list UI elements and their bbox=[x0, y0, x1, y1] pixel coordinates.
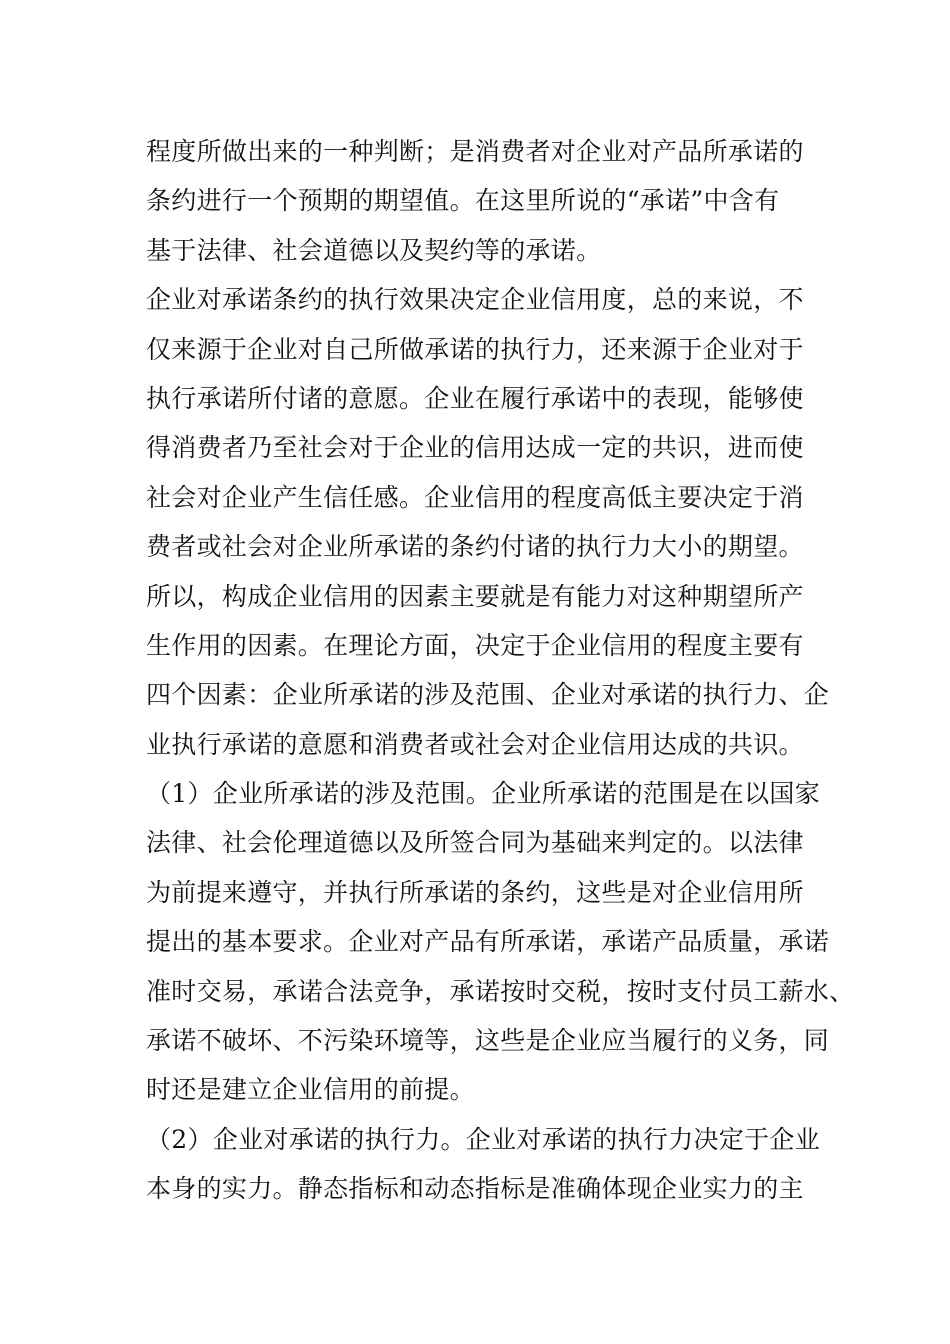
text-line: 条约进行一个预期的期望值。在这里所说的“承诺”中含有 bbox=[146, 186, 780, 216]
text-line: 程度所做出来的一种判断；是消费者对企业对产品所承诺的 bbox=[146, 137, 804, 166]
text-line: 得消费者乃至社会对于企业的信用达成一定的共识，进而使 bbox=[146, 433, 804, 463]
body-text bbox=[146, 127, 855, 1214]
text-line: 执行承诺所付诸的意愿。企业在履行承诺中的表现，能够使 bbox=[146, 383, 804, 413]
text-line: 企业对承诺条约的执行效果决定企业信用度，总的来说，不 bbox=[146, 285, 804, 315]
text-line: 业执行承诺的意愿和消费者或社会对企业信用达成的共识。 bbox=[146, 729, 804, 759]
text-line: （2）企业对承诺的执行力。企业对承诺的执行力决定于企业 bbox=[146, 1124, 821, 1154]
text-line: 社会对企业产生信任感。企业信用的程度高低主要决定于消 bbox=[146, 482, 804, 512]
text-line: 基于法律、社会道德以及契约等的承诺。 bbox=[146, 235, 602, 265]
text-line: 准时交易，承诺合法竞争，承诺按时交税，按时支付员工薪水、 bbox=[146, 976, 855, 1006]
text-line: 为前提来遵守，并执行所承诺的条约，这些是对企业信用所 bbox=[146, 877, 804, 907]
text-line: （1）企业所承诺的涉及范围。企业所承诺的范围是在以国家 bbox=[146, 779, 821, 809]
text-line: 生作用的因素。在理论方面，决定于企业信用的程度主要有 bbox=[146, 630, 804, 660]
text-line: 所以，构成企业信用的因素主要就是有能力对这种期望所产 bbox=[146, 581, 804, 611]
text-line: 四个因素：企业所承诺的涉及范围、企业对承诺的执行力、企 bbox=[146, 680, 830, 710]
text-line: 时还是建立企业信用的前提。 bbox=[146, 1075, 475, 1105]
text-line: 法律、社会伦理道德以及所签合同为基础来判定的。以法律 bbox=[146, 828, 804, 858]
text-line: 本身的实力。静态指标和动态指标是准确体现企业实力的主 bbox=[146, 1174, 804, 1204]
text-line: 费者或社会对企业所承诺的条约付诸的执行力大小的期望。 bbox=[146, 532, 804, 562]
text-line: 提出的基本要求。企业对产品有所承诺，承诺产品质量，承诺 bbox=[146, 927, 830, 957]
text-line: 仅来源于企业对自己所做承诺的执行力，还来源于企业对于 bbox=[146, 334, 804, 364]
text-line: 承诺不破坏、不污染环境等，这些是企业应当履行的义务，同 bbox=[146, 1026, 830, 1056]
